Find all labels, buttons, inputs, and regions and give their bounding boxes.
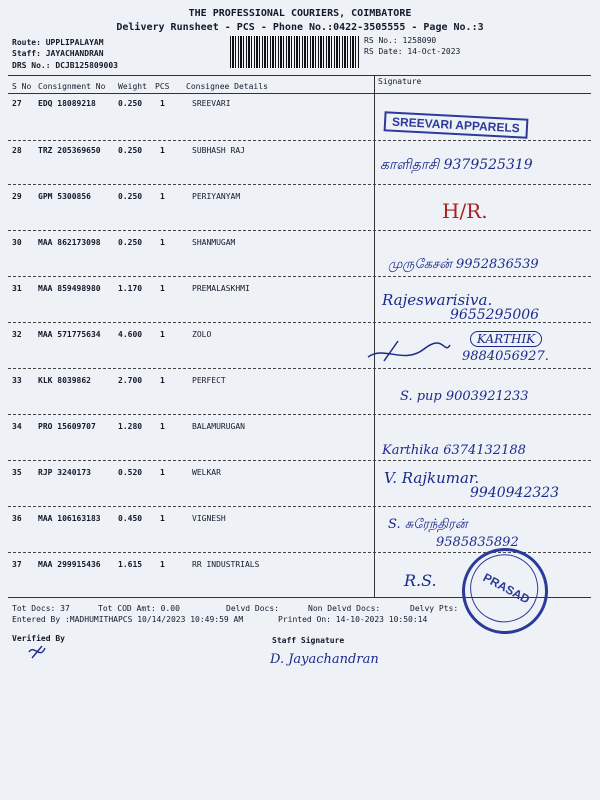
staff-label: Staff: JAYACHANDRAN bbox=[12, 49, 104, 58]
row-pcs: 1 bbox=[160, 99, 165, 108]
row-divider bbox=[8, 506, 591, 507]
row-divider bbox=[8, 414, 591, 415]
row-sno: 31 bbox=[12, 284, 22, 293]
row-pcs: 1 bbox=[160, 376, 165, 385]
row-pcs: 1 bbox=[160, 560, 165, 569]
row-consignee: WELKAR bbox=[192, 468, 221, 477]
row-weight: 0.250 bbox=[118, 192, 143, 201]
table-header-line bbox=[8, 93, 591, 94]
row-consignment-no: EDQ 18089218 bbox=[38, 99, 96, 108]
rs-number: RS No.: 1258090 bbox=[364, 36, 437, 45]
row-divider bbox=[8, 368, 591, 369]
company-title: THE PROFESSIONAL COURIERS, COIMBATORE bbox=[188, 8, 412, 19]
row-divider bbox=[8, 140, 591, 141]
verified-by-label: Verified By bbox=[12, 634, 65, 643]
table-top-line bbox=[8, 75, 591, 76]
row-weight: 1.280 bbox=[118, 422, 143, 431]
row-consignee: PERIYANYAM bbox=[192, 192, 241, 201]
row-weight: 1.170 bbox=[118, 284, 143, 293]
row-pcs: 1 bbox=[160, 284, 165, 293]
row-weight: 1.615 bbox=[118, 560, 143, 569]
verified-by-signature bbox=[26, 642, 48, 662]
barcode bbox=[230, 36, 360, 68]
row-divider bbox=[8, 322, 591, 323]
route-label: Route: UPPLIPALAYAM bbox=[12, 38, 104, 47]
row-signature: முருகேசன் 9952836539 bbox=[388, 257, 539, 272]
row-signature: R.S. bbox=[404, 571, 437, 590]
rs-date: RS Date: 14-Oct-2023 bbox=[364, 47, 461, 56]
delivered-docs: Delvd Docs: bbox=[226, 604, 279, 613]
stamp-text: PRASAD bbox=[480, 570, 533, 607]
table-row bbox=[0, 419, 600, 465]
drs-number: DRS No.: DCJB125809003 bbox=[12, 61, 118, 70]
row-pcs: 1 bbox=[160, 192, 165, 201]
row-consignee: VIGNESH bbox=[192, 514, 226, 523]
row-sno: 27 bbox=[12, 99, 22, 108]
table-row bbox=[0, 189, 600, 235]
row-consignment-no: MAA 862173098 bbox=[38, 238, 101, 247]
row-consignment-no: MAA 571775634 bbox=[38, 330, 101, 339]
total-docs: Tot Docs: 37 bbox=[12, 604, 70, 613]
row-signature: KARTHIK bbox=[470, 331, 542, 347]
row-signature: Karthika 6374132188 bbox=[382, 443, 526, 458]
row-weight: 0.450 bbox=[118, 514, 143, 523]
table-row bbox=[0, 327, 600, 373]
row-signature-extra: 9940942323 bbox=[470, 485, 560, 501]
row-consignee: RR INDUSTRIALS bbox=[192, 560, 260, 569]
row-pcs: 1 bbox=[160, 422, 165, 431]
col-header-signature: Signature bbox=[378, 77, 422, 86]
row-weight: 4.600 bbox=[118, 330, 143, 339]
row-signature: Rajeswarisiva. bbox=[382, 291, 493, 309]
row-consignment-no: KLK 8039862 bbox=[38, 376, 91, 385]
row-consignment-no: MAA 299915436 bbox=[38, 560, 101, 569]
row-pcs: 1 bbox=[160, 238, 165, 247]
staff-signature: D. Jayachandran bbox=[270, 652, 379, 667]
col-header-sno: S No bbox=[12, 82, 32, 91]
printed-on: Printed On: 14-10-2023 10:50:14 bbox=[278, 615, 428, 624]
row-sno: 32 bbox=[12, 330, 22, 339]
row-consignee: ZOLO bbox=[192, 330, 212, 339]
total-cod-amount: Tot COD Amt: 0.00 bbox=[98, 604, 180, 613]
row-pcs: 1 bbox=[160, 146, 165, 155]
row-consignee: SHANMUGAM bbox=[192, 238, 236, 247]
row-consignee: SREEVARI bbox=[192, 99, 231, 108]
row-signature: S. சுரேந்திரன் bbox=[388, 517, 468, 532]
scribble-signature bbox=[364, 335, 454, 365]
row-divider bbox=[8, 276, 591, 277]
row-consignee: SUBHASH RAJ bbox=[192, 146, 245, 155]
row-consignee: PERFECT bbox=[192, 376, 226, 385]
row-weight: 0.250 bbox=[118, 238, 143, 247]
table-row bbox=[0, 465, 600, 511]
table-row bbox=[0, 143, 600, 189]
row-sno: 36 bbox=[12, 514, 22, 523]
row-sno: 37 bbox=[12, 560, 22, 569]
row-signature: V. Rajkumar. bbox=[384, 469, 480, 487]
non-delivered-docs: Non Delvd Docs: bbox=[308, 604, 381, 613]
row-pcs: 1 bbox=[160, 330, 165, 339]
row-sno: 34 bbox=[12, 422, 22, 431]
delivery-points: Delvy Pts: bbox=[410, 604, 459, 613]
row-consignment-no: GPM 5300856 bbox=[38, 192, 91, 201]
row-weight: 2.700 bbox=[118, 376, 143, 385]
table-row bbox=[0, 235, 600, 281]
row-pcs: 1 bbox=[160, 468, 165, 477]
row-weight: 0.250 bbox=[118, 99, 143, 108]
row-sno: 33 bbox=[12, 376, 22, 385]
row-consignee: BALAMURUGAN bbox=[192, 422, 245, 431]
row-signature-extra: 9655295006 bbox=[450, 307, 540, 323]
col-header-consignee: Consignee Details bbox=[186, 82, 268, 91]
table-row bbox=[0, 373, 600, 419]
row-signature: H/R. bbox=[442, 199, 488, 223]
table-row bbox=[0, 281, 600, 327]
row-consignment-no: PRO 15609707 bbox=[38, 422, 96, 431]
row-sno: 30 bbox=[12, 238, 22, 247]
row-signature: காளிதாசி 9379525319 bbox=[380, 157, 533, 173]
row-sno: 29 bbox=[12, 192, 22, 201]
row-weight: 0.250 bbox=[118, 146, 143, 155]
row-signature: S. pup 9003921233 bbox=[400, 389, 529, 404]
row-signature-extra: 9884056927. bbox=[462, 349, 549, 364]
row-consignment-no: RJP 3240173 bbox=[38, 468, 91, 477]
row-consignment-no: TRZ 205369650 bbox=[38, 146, 101, 155]
entered-by: Entered By :MADHUMITHAPCS 10/14/2023 10:49:59 AM bbox=[12, 615, 244, 624]
row-signature-stamp: SREEVARI APPARELS bbox=[384, 111, 529, 138]
row-weight: 0.520 bbox=[118, 468, 143, 477]
col-header-pcs: PCS bbox=[155, 82, 170, 91]
row-consignment-no: MAA 859498980 bbox=[38, 284, 101, 293]
row-divider bbox=[8, 460, 591, 461]
table-row bbox=[0, 97, 600, 143]
row-consignment-no: MAA 106163183 bbox=[38, 514, 101, 523]
row-divider bbox=[8, 184, 591, 185]
row-consignee: PREMALASKHMI bbox=[192, 284, 250, 293]
row-divider bbox=[8, 230, 591, 231]
col-header-weight: Weight bbox=[118, 82, 147, 91]
row-sno: 35 bbox=[12, 468, 22, 477]
runsheet-subtitle: Delivery Runsheet - PCS - Phone No.:0422-3505555 - Page No.:3 bbox=[116, 22, 484, 33]
row-sno: 28 bbox=[12, 146, 22, 155]
row-pcs: 1 bbox=[160, 514, 165, 523]
col-header-consignment: Consignment No bbox=[38, 82, 106, 91]
row-signature-extra: 9585835892 bbox=[436, 535, 519, 550]
staff-signature-label: Staff Signature bbox=[272, 636, 345, 645]
